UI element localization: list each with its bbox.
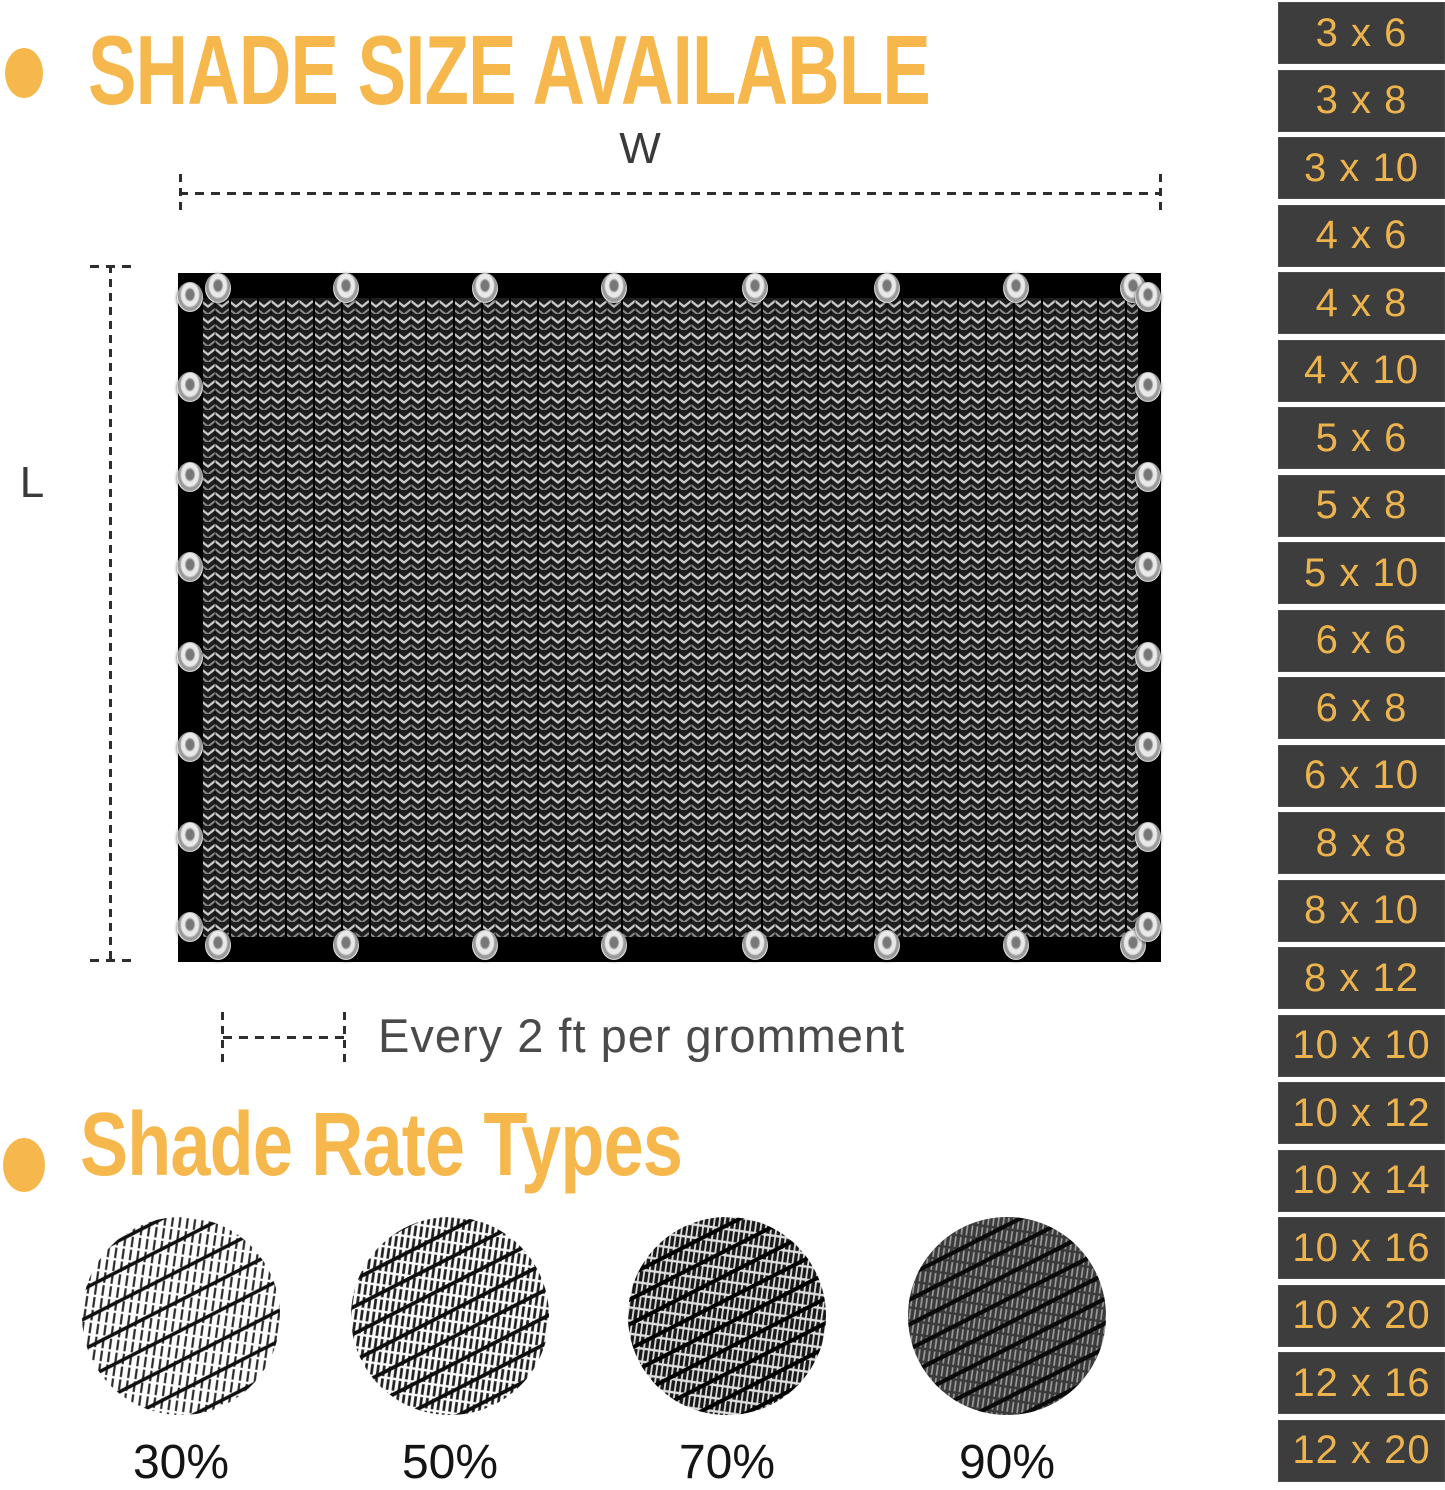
size-item: 10 x 16 <box>1278 1217 1445 1279</box>
size-item: 8 x 8 <box>1278 812 1445 874</box>
shade-rate-percentage: 70% <box>678 1436 776 1489</box>
grommet-icon <box>177 912 203 942</box>
shade-net-diagram <box>178 273 1161 962</box>
shade-rate-swatch <box>80 1215 282 1417</box>
grommet-icon <box>1135 642 1161 672</box>
size-item: 10 x 20 <box>1278 1285 1445 1347</box>
shade-rate-swatch <box>349 1215 551 1417</box>
size-item: 6 x 10 <box>1278 745 1445 807</box>
size-item: 12 x 16 <box>1278 1352 1445 1414</box>
grommet-icon <box>601 930 627 960</box>
size-item: 8 x 12 <box>1278 947 1445 1009</box>
grommet-icon <box>1135 822 1161 852</box>
grommet-spacing-note: Every 2 ft per gromment <box>378 1009 906 1062</box>
size-item: 12 x 20 <box>1278 1420 1445 1482</box>
length-dimension-label: L <box>19 458 45 507</box>
size-item: 5 x 6 <box>1278 407 1445 469</box>
grommet-icon <box>333 273 359 303</box>
size-item: 3 x 6 <box>1278 2 1445 64</box>
length-dimension-line <box>90 265 134 962</box>
grommet-icon <box>1135 282 1161 312</box>
grommet-icon <box>472 930 498 960</box>
grommet-icon <box>1135 552 1161 582</box>
size-item: 3 x 10 <box>1278 137 1445 199</box>
shade-rate-swatch <box>906 1215 1108 1417</box>
grommet-icon <box>177 282 203 312</box>
size-item: 4 x 6 <box>1278 205 1445 267</box>
width-dimension-label: W <box>619 124 661 173</box>
grommet-icon <box>742 930 768 960</box>
grommet-icon <box>205 930 231 960</box>
size-list <box>1278 2 1445 1487</box>
size-item: 6 x 6 <box>1278 610 1445 672</box>
size-item: 10 x 10 <box>1278 1015 1445 1077</box>
size-item: 3 x 8 <box>1278 70 1445 132</box>
size-item: 5 x 8 <box>1278 475 1445 537</box>
grommet-icon <box>1003 930 1029 960</box>
grommet-icon <box>177 732 203 762</box>
grommet-icon <box>205 273 231 303</box>
grommet-icon <box>874 273 900 303</box>
grommet-icon <box>177 552 203 582</box>
size-item: 4 x 10 <box>1278 340 1445 402</box>
shade-rate-swatch <box>626 1215 828 1417</box>
grommet-icon <box>1135 732 1161 762</box>
size-item: 10 x 14 <box>1278 1150 1445 1212</box>
grommet-icon <box>1135 372 1161 402</box>
grommet-icon <box>742 273 768 303</box>
width-dimension-line <box>179 174 1162 216</box>
shade-rate-percentage: 30% <box>132 1436 230 1489</box>
shade-rate-percentage: 90% <box>958 1436 1056 1489</box>
grommet-icon <box>333 930 359 960</box>
size-heading: SHADE SIZE AVAILABLE <box>88 15 931 125</box>
grommet-icon <box>601 273 627 303</box>
size-item: 6 x 8 <box>1278 677 1445 739</box>
grommet-icon <box>177 642 203 672</box>
grommet-icon <box>874 930 900 960</box>
grommet-icon <box>1135 462 1161 492</box>
grommet-spacing-bracket <box>221 1012 346 1062</box>
size-item: 4 x 8 <box>1278 272 1445 334</box>
shade-rate-percentage: 50% <box>401 1436 499 1489</box>
size-item: 5 x 10 <box>1278 542 1445 604</box>
grommet-icon <box>177 372 203 402</box>
grommet-icon <box>1135 912 1161 942</box>
size-item: 10 x 12 <box>1278 1082 1445 1144</box>
orange-bullet-icon <box>3 1138 45 1192</box>
grommet-icon <box>177 462 203 492</box>
grommet-icon <box>177 822 203 852</box>
grommet-icon <box>472 273 498 303</box>
rate-heading: Shade Rate Types <box>80 1095 683 1195</box>
size-item: 8 x 10 <box>1278 880 1445 942</box>
orange-bullet-icon <box>5 48 43 98</box>
grommet-icon <box>1003 273 1029 303</box>
mesh-texture <box>201 298 1138 937</box>
